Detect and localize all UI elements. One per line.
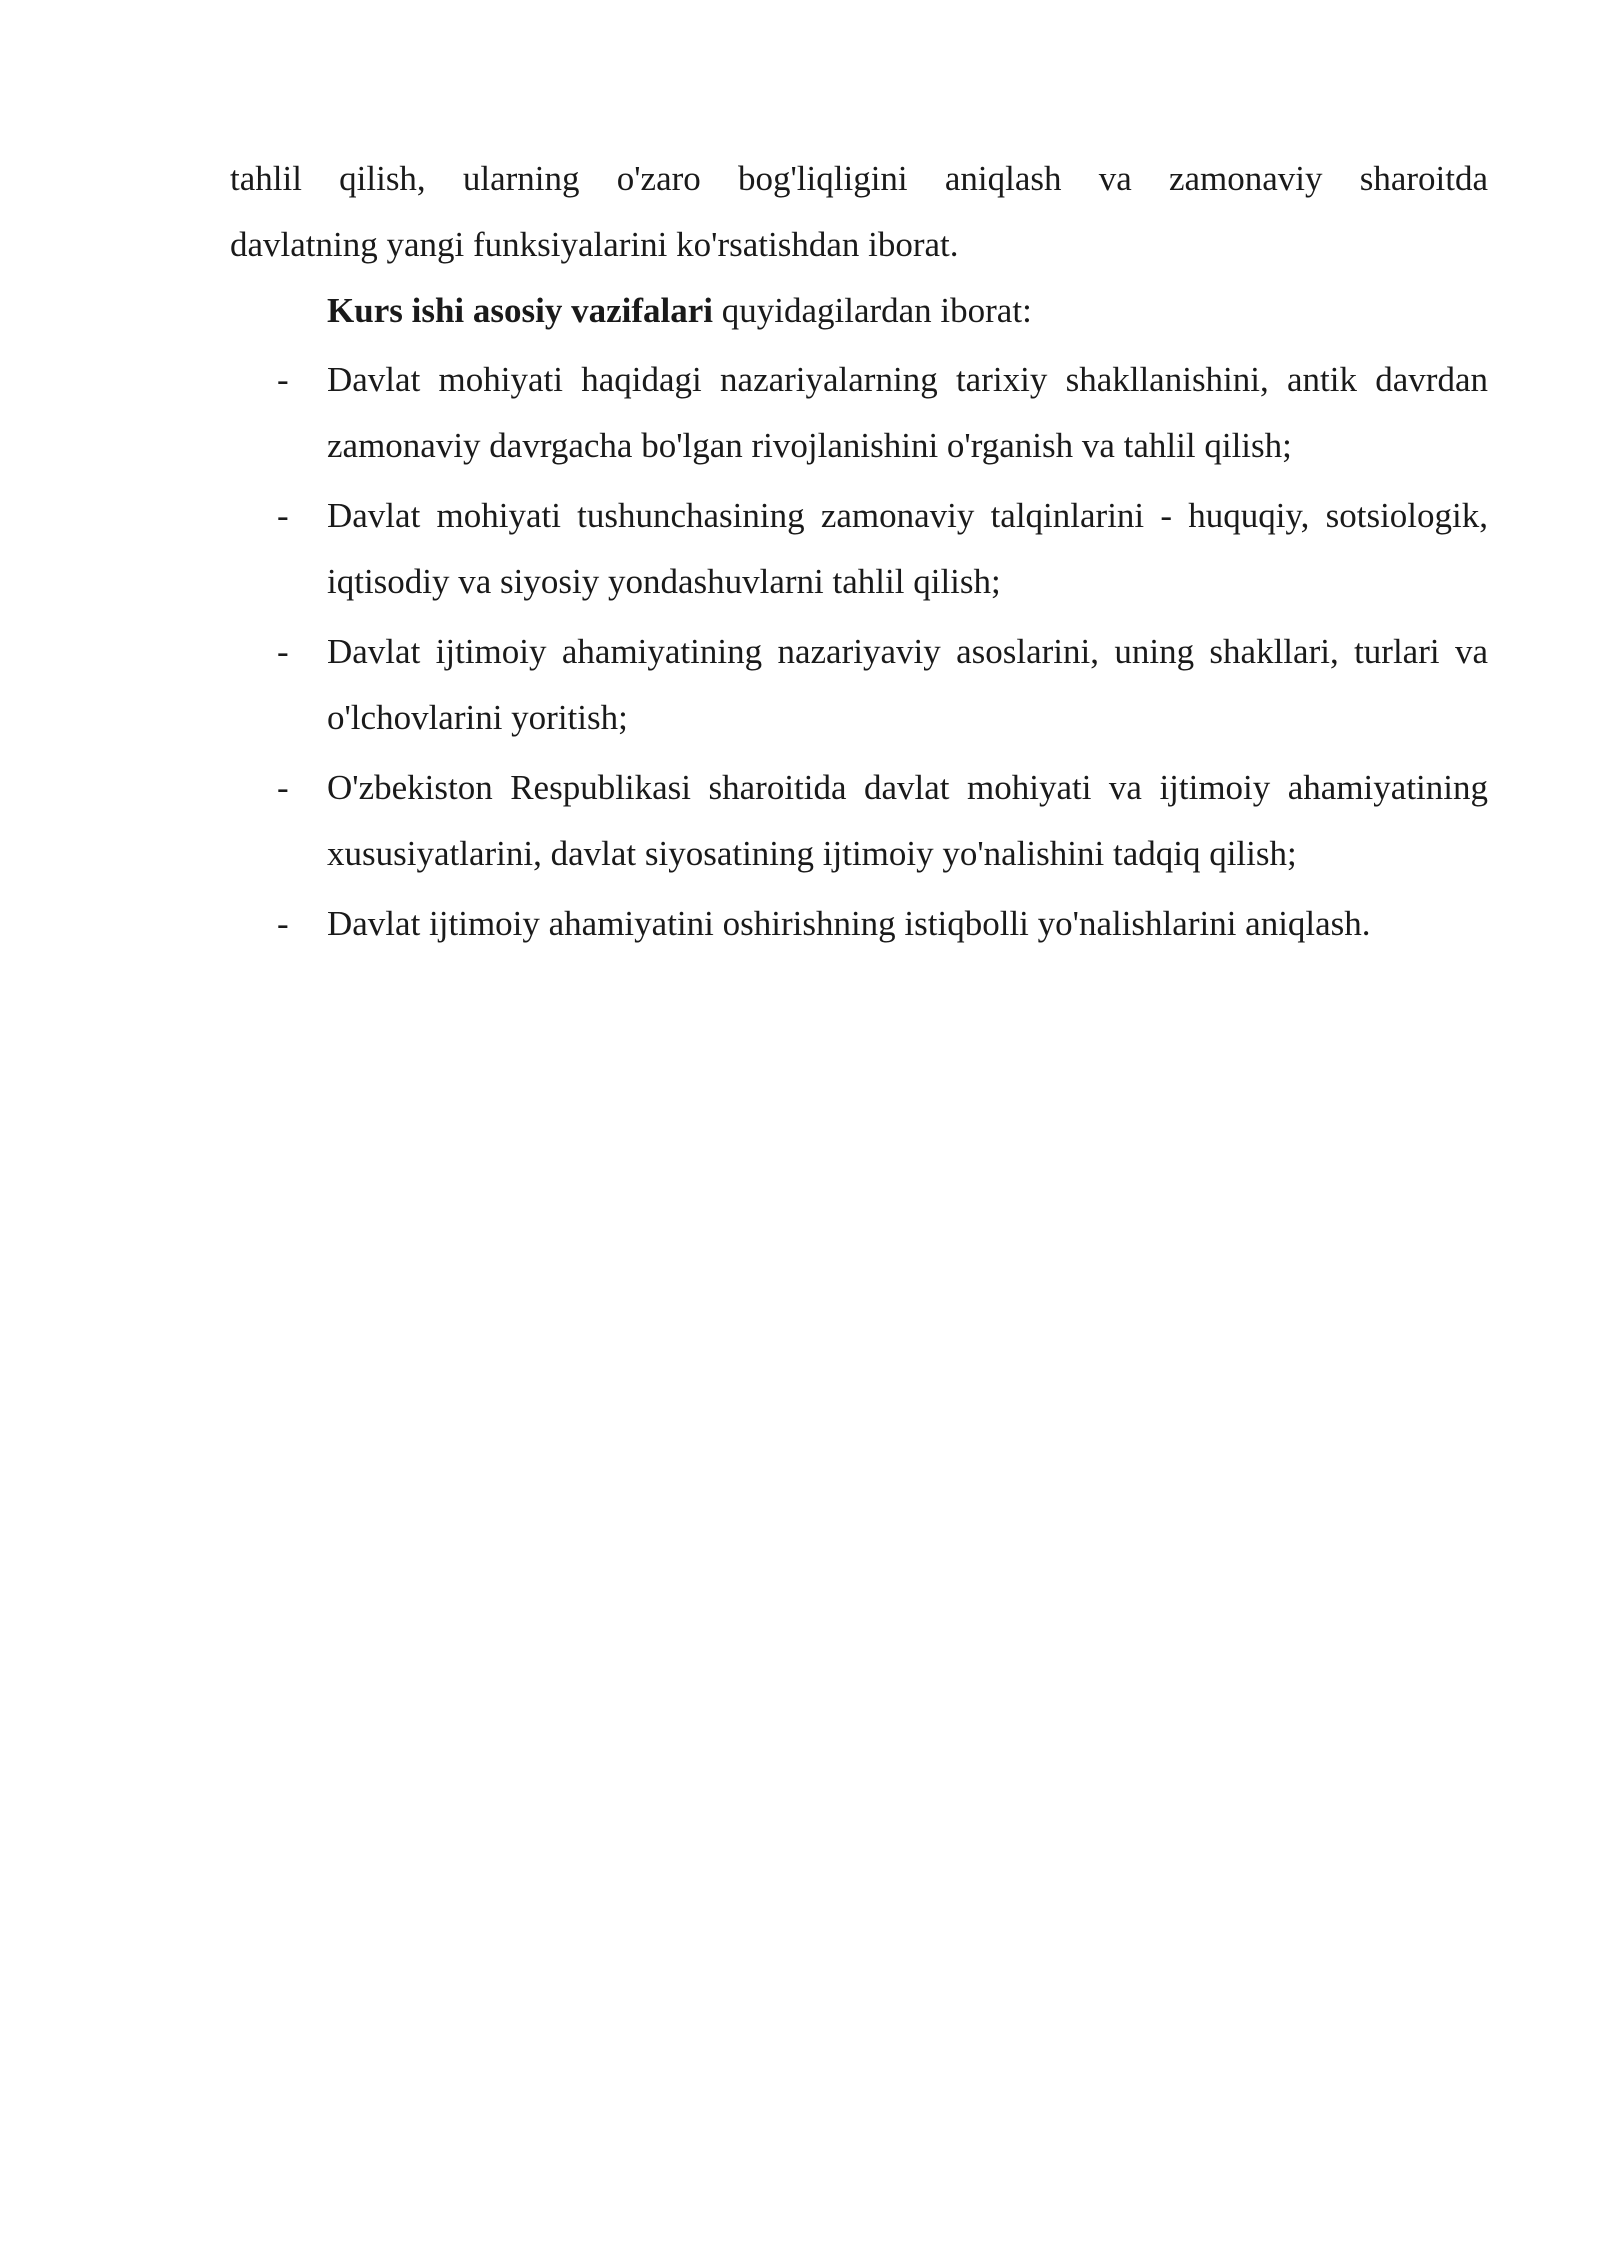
list-item [230,619,1488,751]
list-item-text: Davlat mohiyati haqidagi nazariyalarning tarixiy shakllanishini, antik davrdan zamonaviy davrgacha bo'lgan rivojlanishini o'rganish va tahlil qilish; [327,360,1488,465]
list-item [230,891,1488,957]
dash-bullet: - [277,496,289,535]
list-item-text: Davlat ijtimoiy ahamiyatining nazariyaviy asoslarini, uning shakllari, turlari va o'lchovlarini yoritish; [327,632,1488,737]
list-item [230,347,1488,479]
list-item-text: O'zbekiston Respublikasi sharoitida davlat mohiyati va ijtimoiy ahamiyatining xususiyatlarini, davlat siyosatining ijtimoiy yo'nalishini tadqiq qilish; [327,768,1488,873]
tasks-heading-rest: quyidagilardan iborat: [713,291,1032,330]
document-body [230,146,1488,961]
intro-line-1: tahlil qilish, ularning o'zaro bog'liqligini aniqlash va zamonaviy sharoitda [230,159,1488,198]
list-item-text: Davlat mohiyati tushunchasining zamonaviy talqinlarini - huquqiy, sotsiologik, iqtisodiy va siyosiy yondashuvlarni tahlil qilish; [327,496,1488,601]
list-item [230,483,1488,615]
dash-bullet: - [277,632,289,671]
list-item [230,755,1488,887]
tasks-heading-bold: Kurs ishi asosiy vazifalari [327,291,713,330]
intro-line-2: davlatning yangi funksiyalarini ko'rsatishdan iborat. [230,225,959,264]
list-item-text: Davlat ijtimoiy ahamiyatini oshirishning istiqbolli yo'nalishlarini aniqlash. [327,904,1371,943]
dash-bullet: - [277,360,289,399]
intro-paragraph [230,146,1488,278]
tasks-heading [230,278,1488,344]
dash-bullet: - [277,768,289,807]
dash-bullet: - [277,904,289,943]
tasks-list [230,347,1488,957]
